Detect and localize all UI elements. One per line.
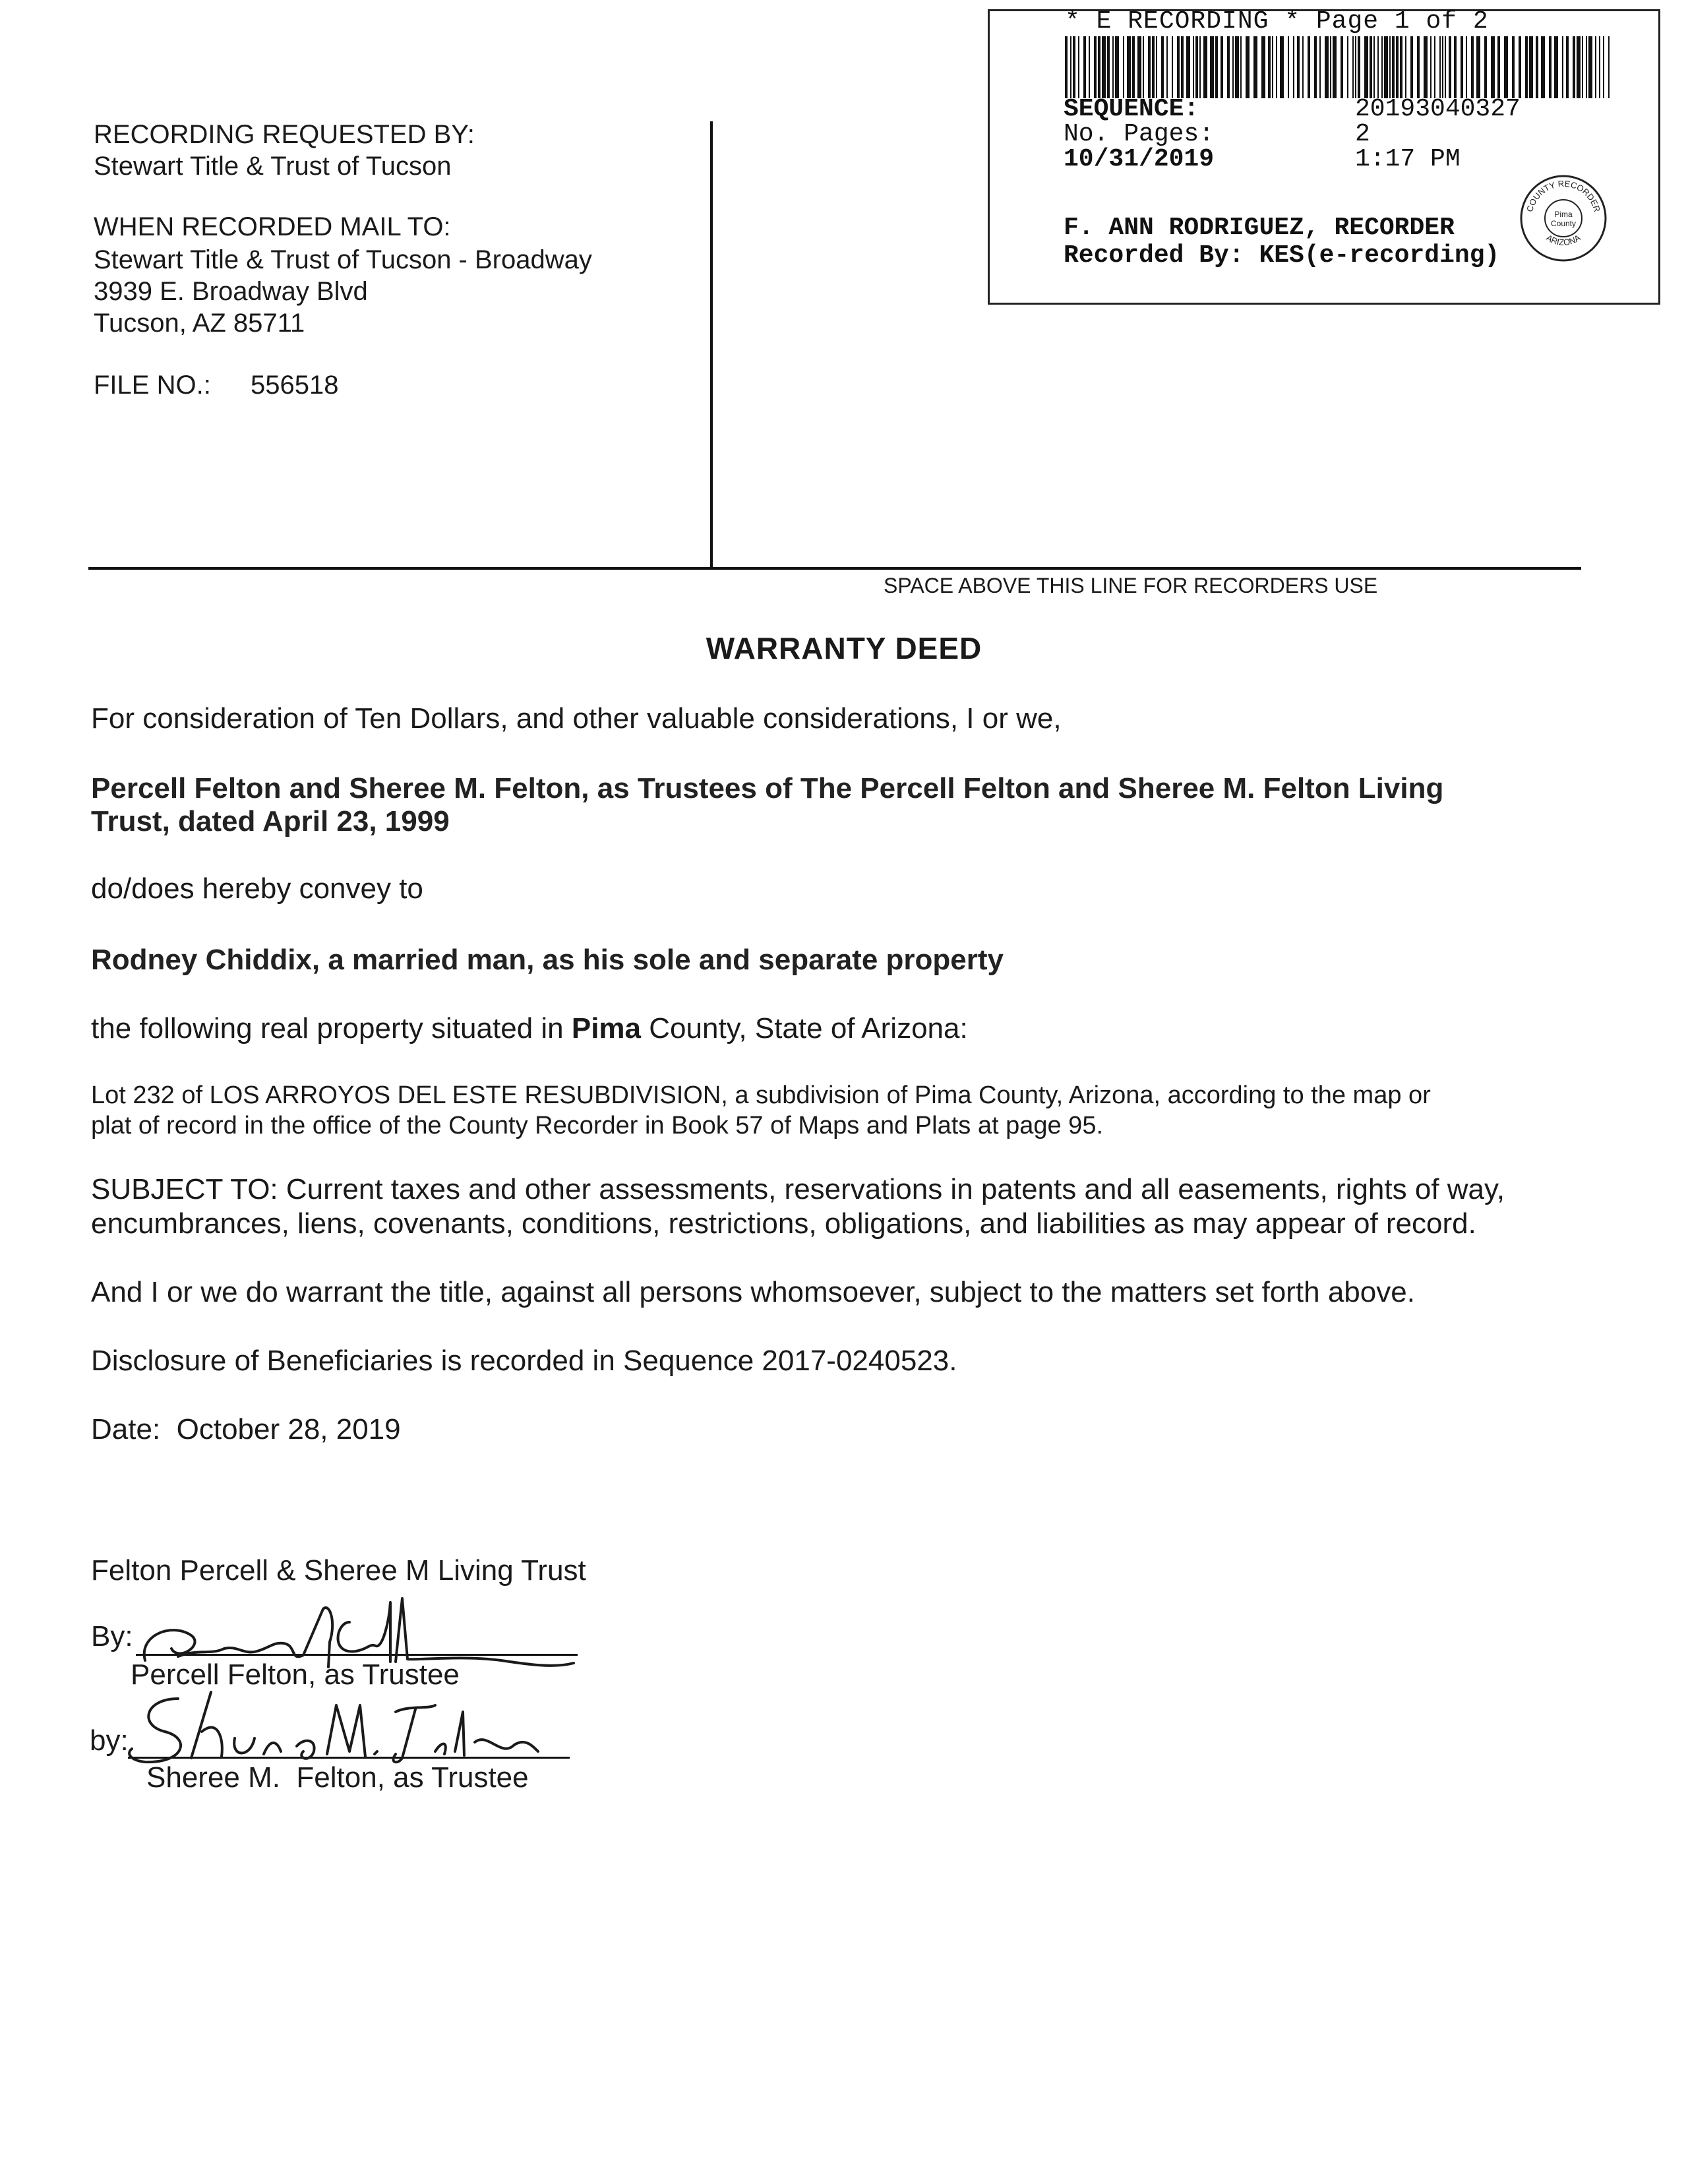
mail-to-line: Stewart Title & Trust of Tucson - Broadway	[94, 245, 592, 274]
seal-bottom-text: ARIZONA	[1544, 232, 1582, 248]
recording-requested-label: RECORDING REQUESTED BY:	[94, 120, 475, 149]
warranty-clause: And I or we do warrant the title, against all persons whomsoever, subject to the matters set forth above.	[91, 1276, 1415, 1308]
seal-center-text: County	[1550, 219, 1577, 228]
legal-description-line: Lot 232 of LOS ARROYOS DEL ESTE RESUBDIVISION, a subdivision of Pima County, Arizona, according to the map or	[91, 1081, 1431, 1109]
legal-description-line: plat of record in the office of the County Recorder in Book 57 of Maps and Plats at page 95.	[91, 1112, 1104, 1139]
county-seal-icon	[1519, 173, 1608, 263]
grantors-line: Trust, dated April 23, 1999	[91, 805, 450, 837]
mail-to-label: WHEN RECORDED MAIL TO:	[94, 212, 451, 241]
header-vertical-divider	[710, 121, 713, 570]
pages-value: 2	[1355, 120, 1370, 148]
barcode-icon	[1064, 36, 1616, 98]
file-no-label: FILE NO.:	[94, 371, 211, 400]
sequence-label: SEQUENCE:	[1064, 95, 1199, 123]
grantee-name: Rodney Chiddix, a married man, as his sole and separate property	[91, 944, 1004, 976]
deed-date: Date: October 28, 2019	[91, 1413, 401, 1445]
convey-clause: do/does hereby convey to	[91, 872, 423, 905]
consideration-clause: For consideration of Ten Dollars, and other valuable considerations, I or we,	[91, 702, 1062, 735]
subject-to-line: SUBJECT TO: Current taxes and other assessments, reservations in patents and all easements, rights of way,	[91, 1173, 1505, 1205]
recording-title: * E RECORDING * Page 1 of 2	[1065, 7, 1489, 36]
recording-stamp-box	[988, 9, 1660, 305]
property-location	[91, 1012, 968, 1046]
by-label: By:	[91, 1620, 133, 1653]
sequence-value: 20193040327	[1355, 95, 1521, 123]
recording-date: 10/31/2019	[1064, 145, 1215, 173]
signer-name: Sheree M. Felton, as Trustee	[146, 1761, 529, 1794]
sheree-felton-signature	[119, 1685, 541, 1771]
subject-to-line: encumbrances, liens, covenants, conditions, restrictions, obligations, and liabilities as may appear of record.	[91, 1207, 1476, 1240]
recorders-use-note: SPACE ABOVE THIS LINE FOR RECORDERS USE	[884, 574, 1378, 597]
by-label: by:	[90, 1724, 129, 1757]
property-county: Pima	[571, 1012, 642, 1045]
disclosure-statement: Disclosure of Beneficiaries is recorded in Sequence 2017-0240523.	[91, 1345, 957, 1377]
document-title: WARRANTY DEED	[706, 631, 982, 665]
recorded-by: Recorded By: KES(e-recording)	[1064, 241, 1500, 270]
recording-time: 1:17 PM	[1355, 145, 1461, 173]
property-suffix: County, State of Arizona:	[641, 1012, 968, 1045]
trust-name: Felton Percell & Sheree M Living Trust	[91, 1554, 586, 1587]
mail-to-line: 3939 E. Broadway Blvd	[94, 277, 368, 306]
seal-center-text: Pima	[1554, 210, 1573, 219]
property-prefix: the following real property situated in	[91, 1012, 572, 1045]
seal-top-text: COUNTY RECORDER	[1524, 178, 1602, 213]
pages-label: No. Pages:	[1064, 120, 1215, 148]
grantors-line: Percell Felton and Sheree M. Felton, as Trustees of The Percell Felton and Sheree M. Felton Living	[91, 772, 1444, 804]
recording-requested-name: Stewart Title & Trust of Tucson	[94, 152, 452, 181]
signer-name: Percell Felton, as Trustee	[131, 1658, 460, 1691]
recorder-name: F. ANN RODRIGUEZ, RECORDER	[1064, 214, 1455, 242]
file-no-value: 556518	[251, 371, 339, 400]
mail-to-line: Tucson, AZ 85711	[94, 309, 305, 338]
recorders-use-line	[88, 567, 1581, 570]
